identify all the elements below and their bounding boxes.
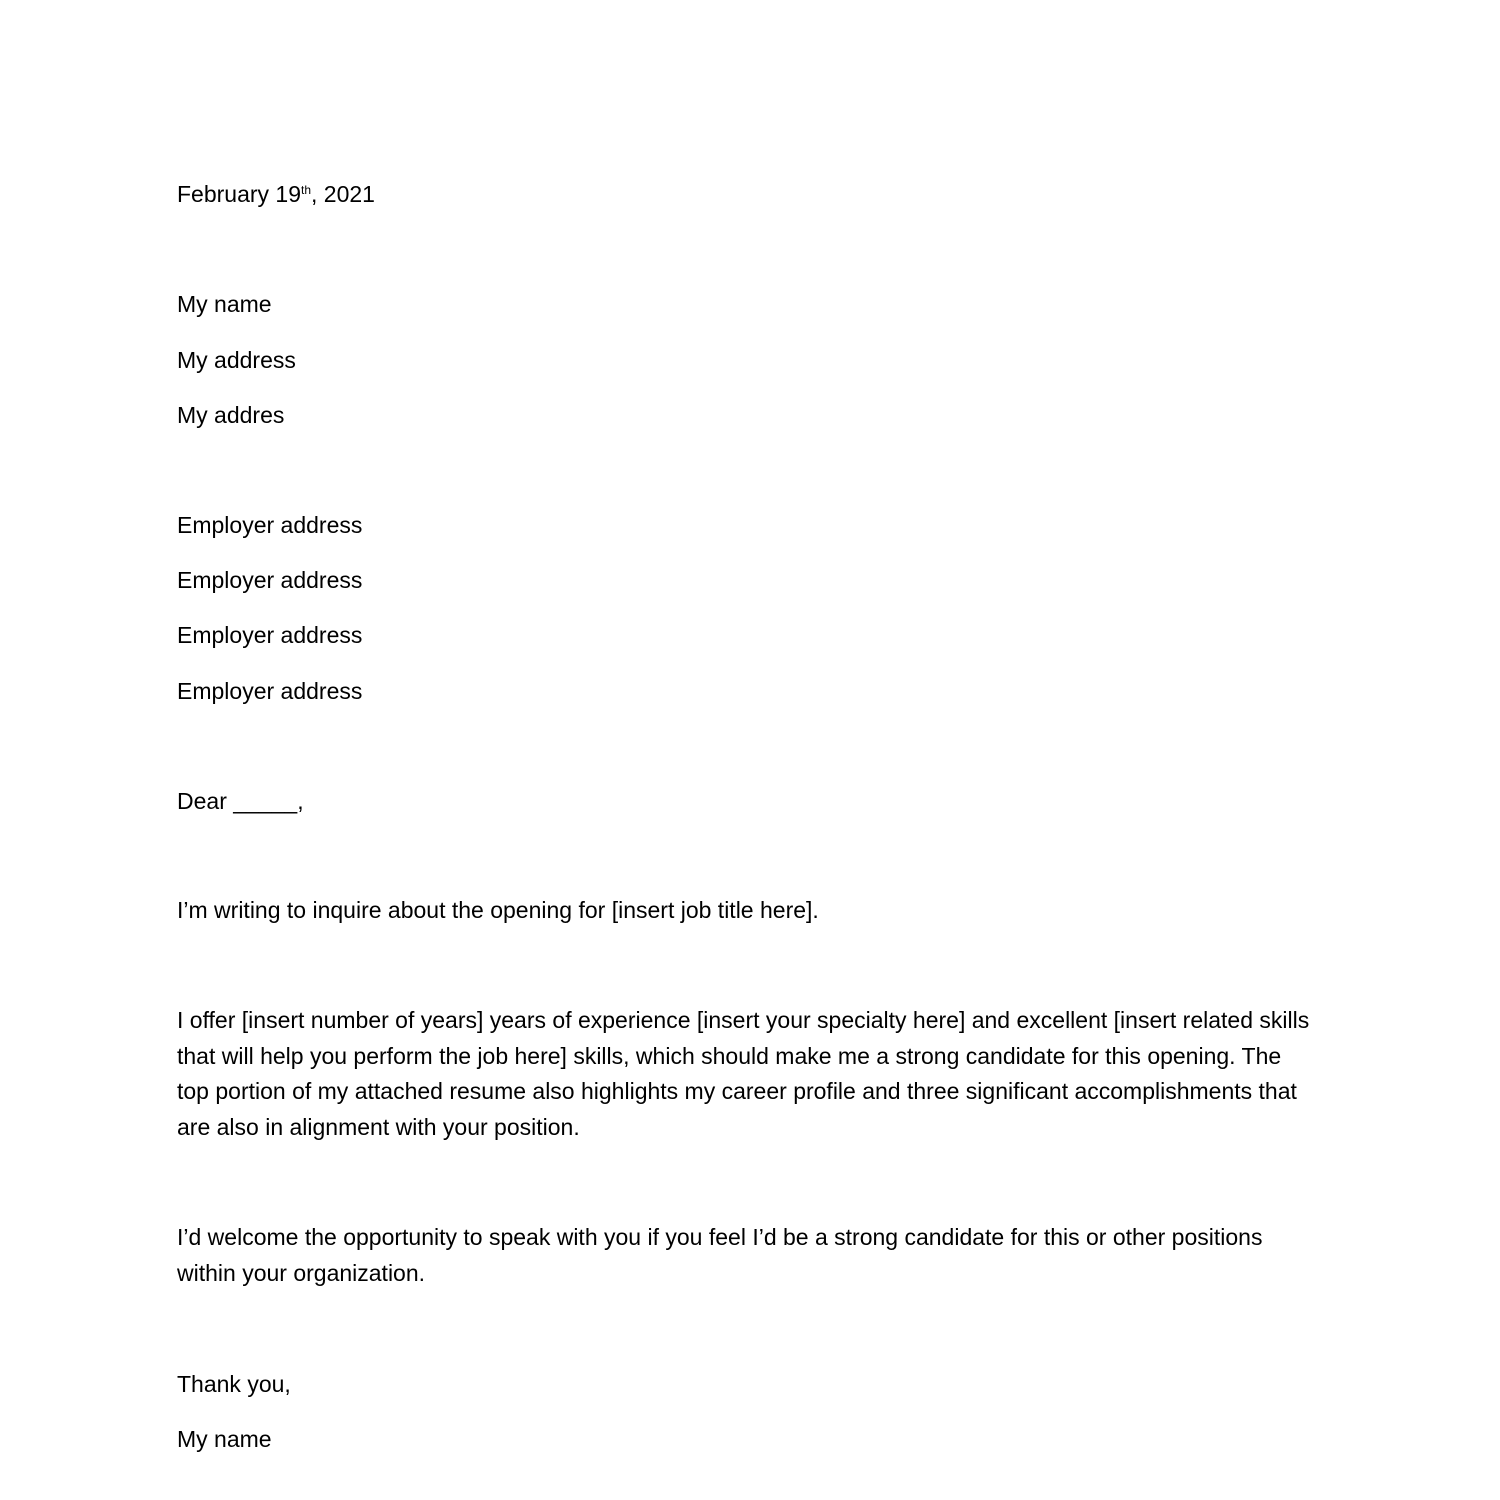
sender-name: My name — [177, 291, 272, 317]
salutation: Dear _____, — [177, 788, 304, 814]
body-paragraph: I’d welcome the opportunity to speak with you if you feel I’d be a strong candidate for this or other positions within your organization. — [177, 1224, 1263, 1286]
date-ordinal-suffix: th — [301, 183, 312, 197]
date-year: , 2021 — [311, 181, 375, 207]
sender-address-line-1: My address — [177, 347, 296, 373]
closing: Thank you, — [177, 1371, 291, 1397]
signature-name: My name — [177, 1426, 272, 1452]
employer-address-line: Employer address — [177, 622, 363, 648]
letter-date — [177, 176, 375, 212]
sender-address-line-2: My addres — [177, 402, 285, 428]
body-paragraph: I’m writing to inquire about the opening for [insert job title here]. — [177, 897, 819, 923]
date-month-day: February 19 — [177, 181, 302, 207]
employer-address-line: Employer address — [177, 512, 363, 538]
employer-address-line: Employer address — [177, 567, 363, 593]
employer-address-line: Employer address — [177, 678, 363, 704]
body-paragraph: I offer [insert number of years] years of experience [insert your specialty here] and excellent [insert related skills that will help you perform the job here] skills, which should make me a strong candidate for this opening. The top portion of my attached resume also highlights my career profile and three significant accomplishments that are also in alignment with your position. — [177, 1007, 1310, 1141]
